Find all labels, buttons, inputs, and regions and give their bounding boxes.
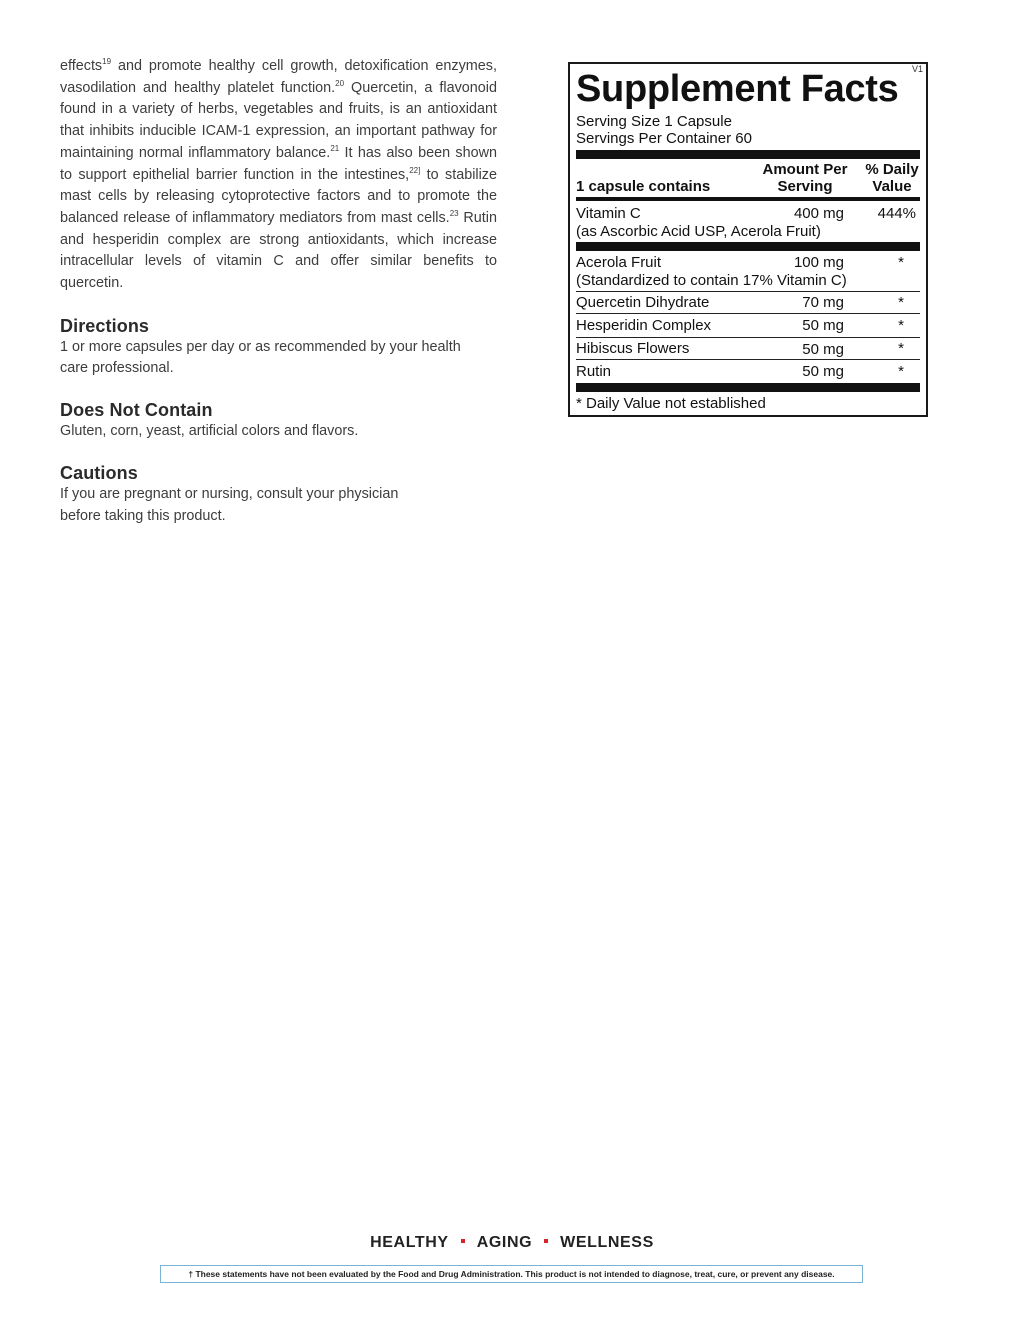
does-not-contain-text: Gluten, corn, yeast, artificial colors and flavors. xyxy=(60,423,359,440)
row-divider xyxy=(576,291,920,292)
citation-21: 21 xyxy=(330,143,340,153)
column-header-contains: 1 capsule contains xyxy=(576,178,711,195)
citation-22: 22] xyxy=(409,165,421,175)
ingredient-daily-value: * xyxy=(898,340,904,357)
brand-tagline xyxy=(0,1234,1024,1252)
nutrient-source: (as Ascorbic Acid USP, Acerola Fruit) xyxy=(576,223,821,240)
ingredient-daily-value: * xyxy=(898,363,904,380)
citation-19: 19 xyxy=(102,57,112,66)
tagline-wellness: WELLNESS xyxy=(560,1234,654,1251)
directions-heading: Directions xyxy=(60,315,150,336)
row-divider xyxy=(576,359,920,360)
tagline-healthy: HEALTHY xyxy=(370,1234,449,1251)
column-header-daily-value: % Daily Value xyxy=(865,161,919,195)
intro-text-2: and promote healthy cell growth, detoxification enzymes, vasodilation and healthy platelet function. xyxy=(60,58,497,96)
nutrient-daily-value: 444% xyxy=(877,205,916,222)
cautions-text: If you are pregnant or nursing, consult your physician before taking this product. xyxy=(60,485,399,524)
does-not-contain-section xyxy=(60,399,497,443)
serving-size: Serving Size 1 Capsule xyxy=(576,113,732,130)
ingredient-amount: 50 mg xyxy=(802,341,844,358)
ingredient-name: Acerola Fruit xyxy=(576,254,662,271)
row-divider xyxy=(576,337,920,338)
ingredient-name: Hesperidin Complex xyxy=(576,317,712,334)
separator-dot xyxy=(544,1239,548,1243)
intro-paragraph xyxy=(60,56,497,295)
medium-divider xyxy=(576,197,920,201)
intro-text-6: Rutin and hesperidin complex are strong antioxidants, which increase intracellular levels of vitamin C and offer similar benefits to quercetin. xyxy=(60,209,498,292)
nutrient-amount: 400 mg xyxy=(793,205,844,222)
ingredient-name: Hibiscus Flowers xyxy=(576,340,690,357)
daily-value-footnote: * Daily Value not established xyxy=(576,395,766,412)
ingredient-amount: 100 mg xyxy=(793,254,844,271)
tagline-aging: AGING xyxy=(476,1234,533,1251)
cautions-heading: Cautions xyxy=(60,462,138,483)
nutrient-name: Vitamin C xyxy=(576,205,641,222)
directions-section xyxy=(60,315,497,380)
citation-23: 23 xyxy=(449,208,459,218)
intro-text-5: to stabilize mast cells by releasing cytoprotective factors and to promote the balanced release of inflammatory mediators from mast cells. xyxy=(60,166,497,226)
thick-divider xyxy=(576,383,920,392)
intro-text-1: effects xyxy=(60,58,103,74)
separator-dot xyxy=(461,1239,465,1243)
intro-text-3: Quercetin, a flavonoid found in a variety of herbs, vegetables and fruits, is an antioxidant that inhibits inducible ICAM-1 expression, an important pathway for maintaining normal inflammatory balance. xyxy=(60,79,497,161)
thick-divider xyxy=(576,150,920,159)
ingredient-amount: 70 mg xyxy=(802,294,844,311)
ingredient-daily-value: * xyxy=(898,254,904,271)
column-header-amount: Amount Per Serving xyxy=(762,161,848,195)
ingredient-amount: 50 mg xyxy=(802,317,844,334)
ingredient-name: Rutin xyxy=(576,363,612,380)
intro-text-4: It has also been shown to support epithelial barrier function in the intestines, xyxy=(60,144,498,183)
product-description xyxy=(60,56,497,527)
supplement-facts-panel xyxy=(568,62,928,417)
supplement-facts-title: Supplement Facts xyxy=(576,68,899,110)
fda-disclaimer: † These statements have not been evaluated by the Food and Drug Administration. This product is not intended to diagnose, treat, cure, or prevent any disease. xyxy=(160,1265,863,1283)
does-not-contain-heading: Does Not Contain xyxy=(60,400,213,421)
directions-text: 1 or more capsules per day or as recommended by your health care professional. xyxy=(60,338,461,377)
citation-20: 20 xyxy=(335,78,345,88)
servings-per-container: Servings Per Container 60 xyxy=(576,130,752,147)
ingredient-amount: 50 mg xyxy=(802,363,844,380)
ingredient-note: (Standardized to contain 17% Vitamin C) xyxy=(576,272,847,289)
ingredient-daily-value: * xyxy=(898,317,904,334)
ingredient-name: Quercetin Dihydrate xyxy=(576,294,710,311)
cautions-section xyxy=(60,462,497,527)
row-divider xyxy=(576,313,920,314)
thick-divider xyxy=(576,242,920,251)
ingredient-daily-value: * xyxy=(898,294,904,311)
version-label: V1 xyxy=(911,64,923,74)
